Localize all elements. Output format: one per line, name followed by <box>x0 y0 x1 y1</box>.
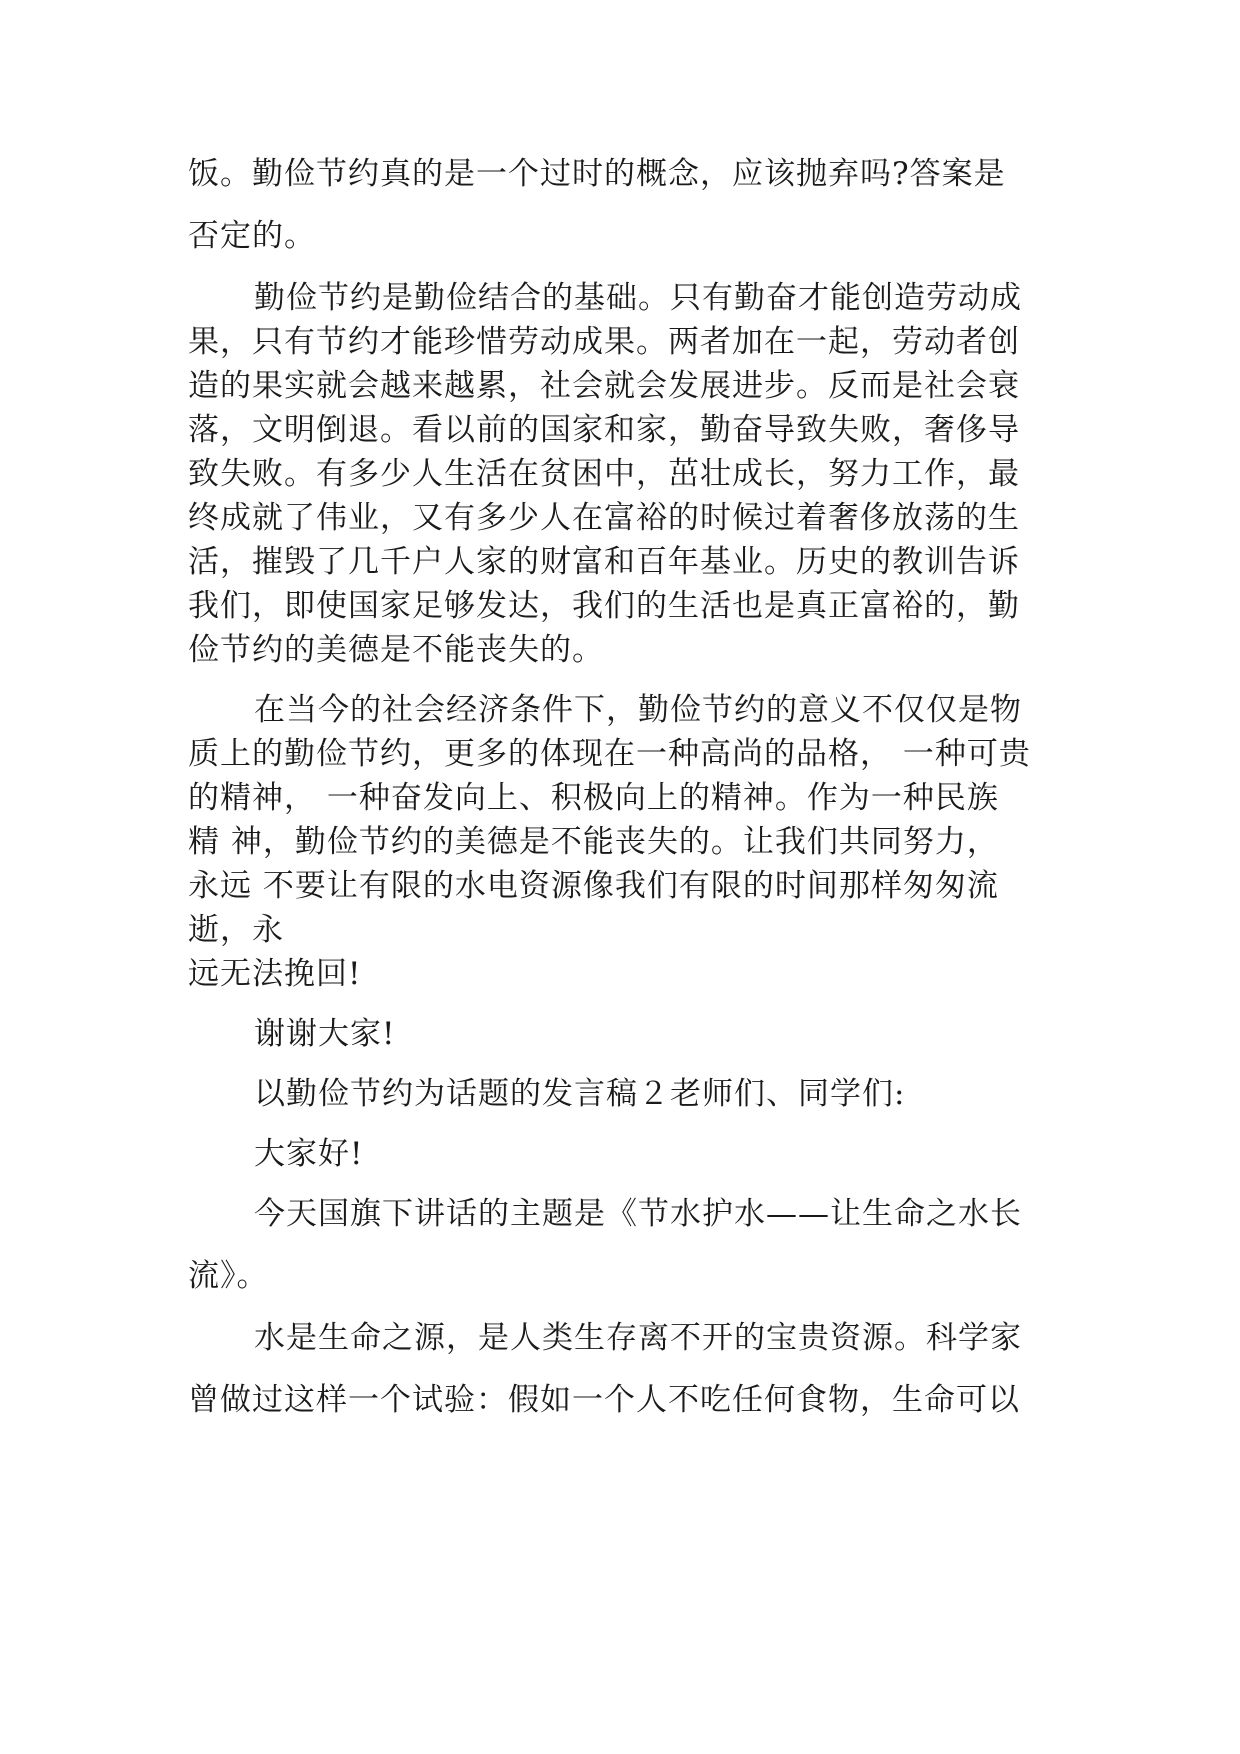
text-line: 俭节约的美德是不能丧失的。 <box>188 632 604 668</box>
text-line: 落，文明倒退。看以前的国家和家，勤奋导致失败，奢侈导 <box>188 412 1020 448</box>
paragraph-start-line: 水是生命之源，是人类生存离不开的宝贵资源。科学家 <box>254 1320 1022 1356</box>
text-line: 的精神， 一种奋发向上、积极向上的精神。作为一种民族 <box>188 780 999 816</box>
paragraph-start-line: 谢谢大家! <box>254 1016 396 1052</box>
paragraph-start-line: 大家好! <box>254 1136 364 1172</box>
text-line: 致失败。有多少人生活在贫困中，茁壮成长，努力工作，最 <box>188 456 1020 492</box>
text-line: 质上的勤俭节约，更多的体现在一种高尚的品格， 一种可贵 <box>188 736 1031 772</box>
paragraph-start-line: 今天国旗下讲话的主题是《节水护水——让生命之水长 <box>254 1196 1022 1232</box>
text-line: 果，只有节约才能珍惜劳动成果。两者加在一起，劳动者创 <box>188 324 1020 360</box>
text-line: 造的果实就会越来越累，社会就会发展进步。反而是社会衰 <box>188 368 1020 404</box>
paragraph-start-line: 在当今的社会经济条件下，勤俭节约的意义不仅仅是物 <box>254 692 1022 728</box>
text-line: 曾做过这样一个试验：假如一个人不吃任何食物，生命可以 <box>188 1382 1020 1418</box>
text-line: 精 神，勤俭节约的美德是不能丧失的。让我们共同努力， <box>188 824 999 860</box>
text-line: 永远 不要让有限的水电资源像我们有限的时间那样匆匆流 <box>188 868 999 904</box>
text-line: 我们，即使国家足够发达，我们的生活也是真正富裕的，勤 <box>188 588 1020 624</box>
text-line: 饭。勤俭节约真的是一个过时的概念，应该抛弃吗?答案是 <box>188 156 1006 192</box>
paragraph-start-line: 以勤俭节约为话题的发言稿２老师们、同学们: <box>254 1076 906 1112</box>
text-line: 远无法挽回! <box>188 956 362 992</box>
text-line: 活，摧毁了几千户人家的财富和百年基业。历史的教训告诉 <box>188 544 1020 580</box>
document-body <box>188 152 1058 1440</box>
text-line: 流》。 <box>188 1258 269 1294</box>
text-line: 终成就了伟业，又有多少人在富裕的时候过着奢侈放荡的生 <box>188 500 1020 536</box>
text-line: 逝，永 <box>188 912 284 948</box>
text-line: 否定的。 <box>188 218 316 254</box>
paragraph-start-line: 勤俭节约是勤俭结合的基础。只有勤奋才能创造劳动成 <box>254 280 1022 316</box>
